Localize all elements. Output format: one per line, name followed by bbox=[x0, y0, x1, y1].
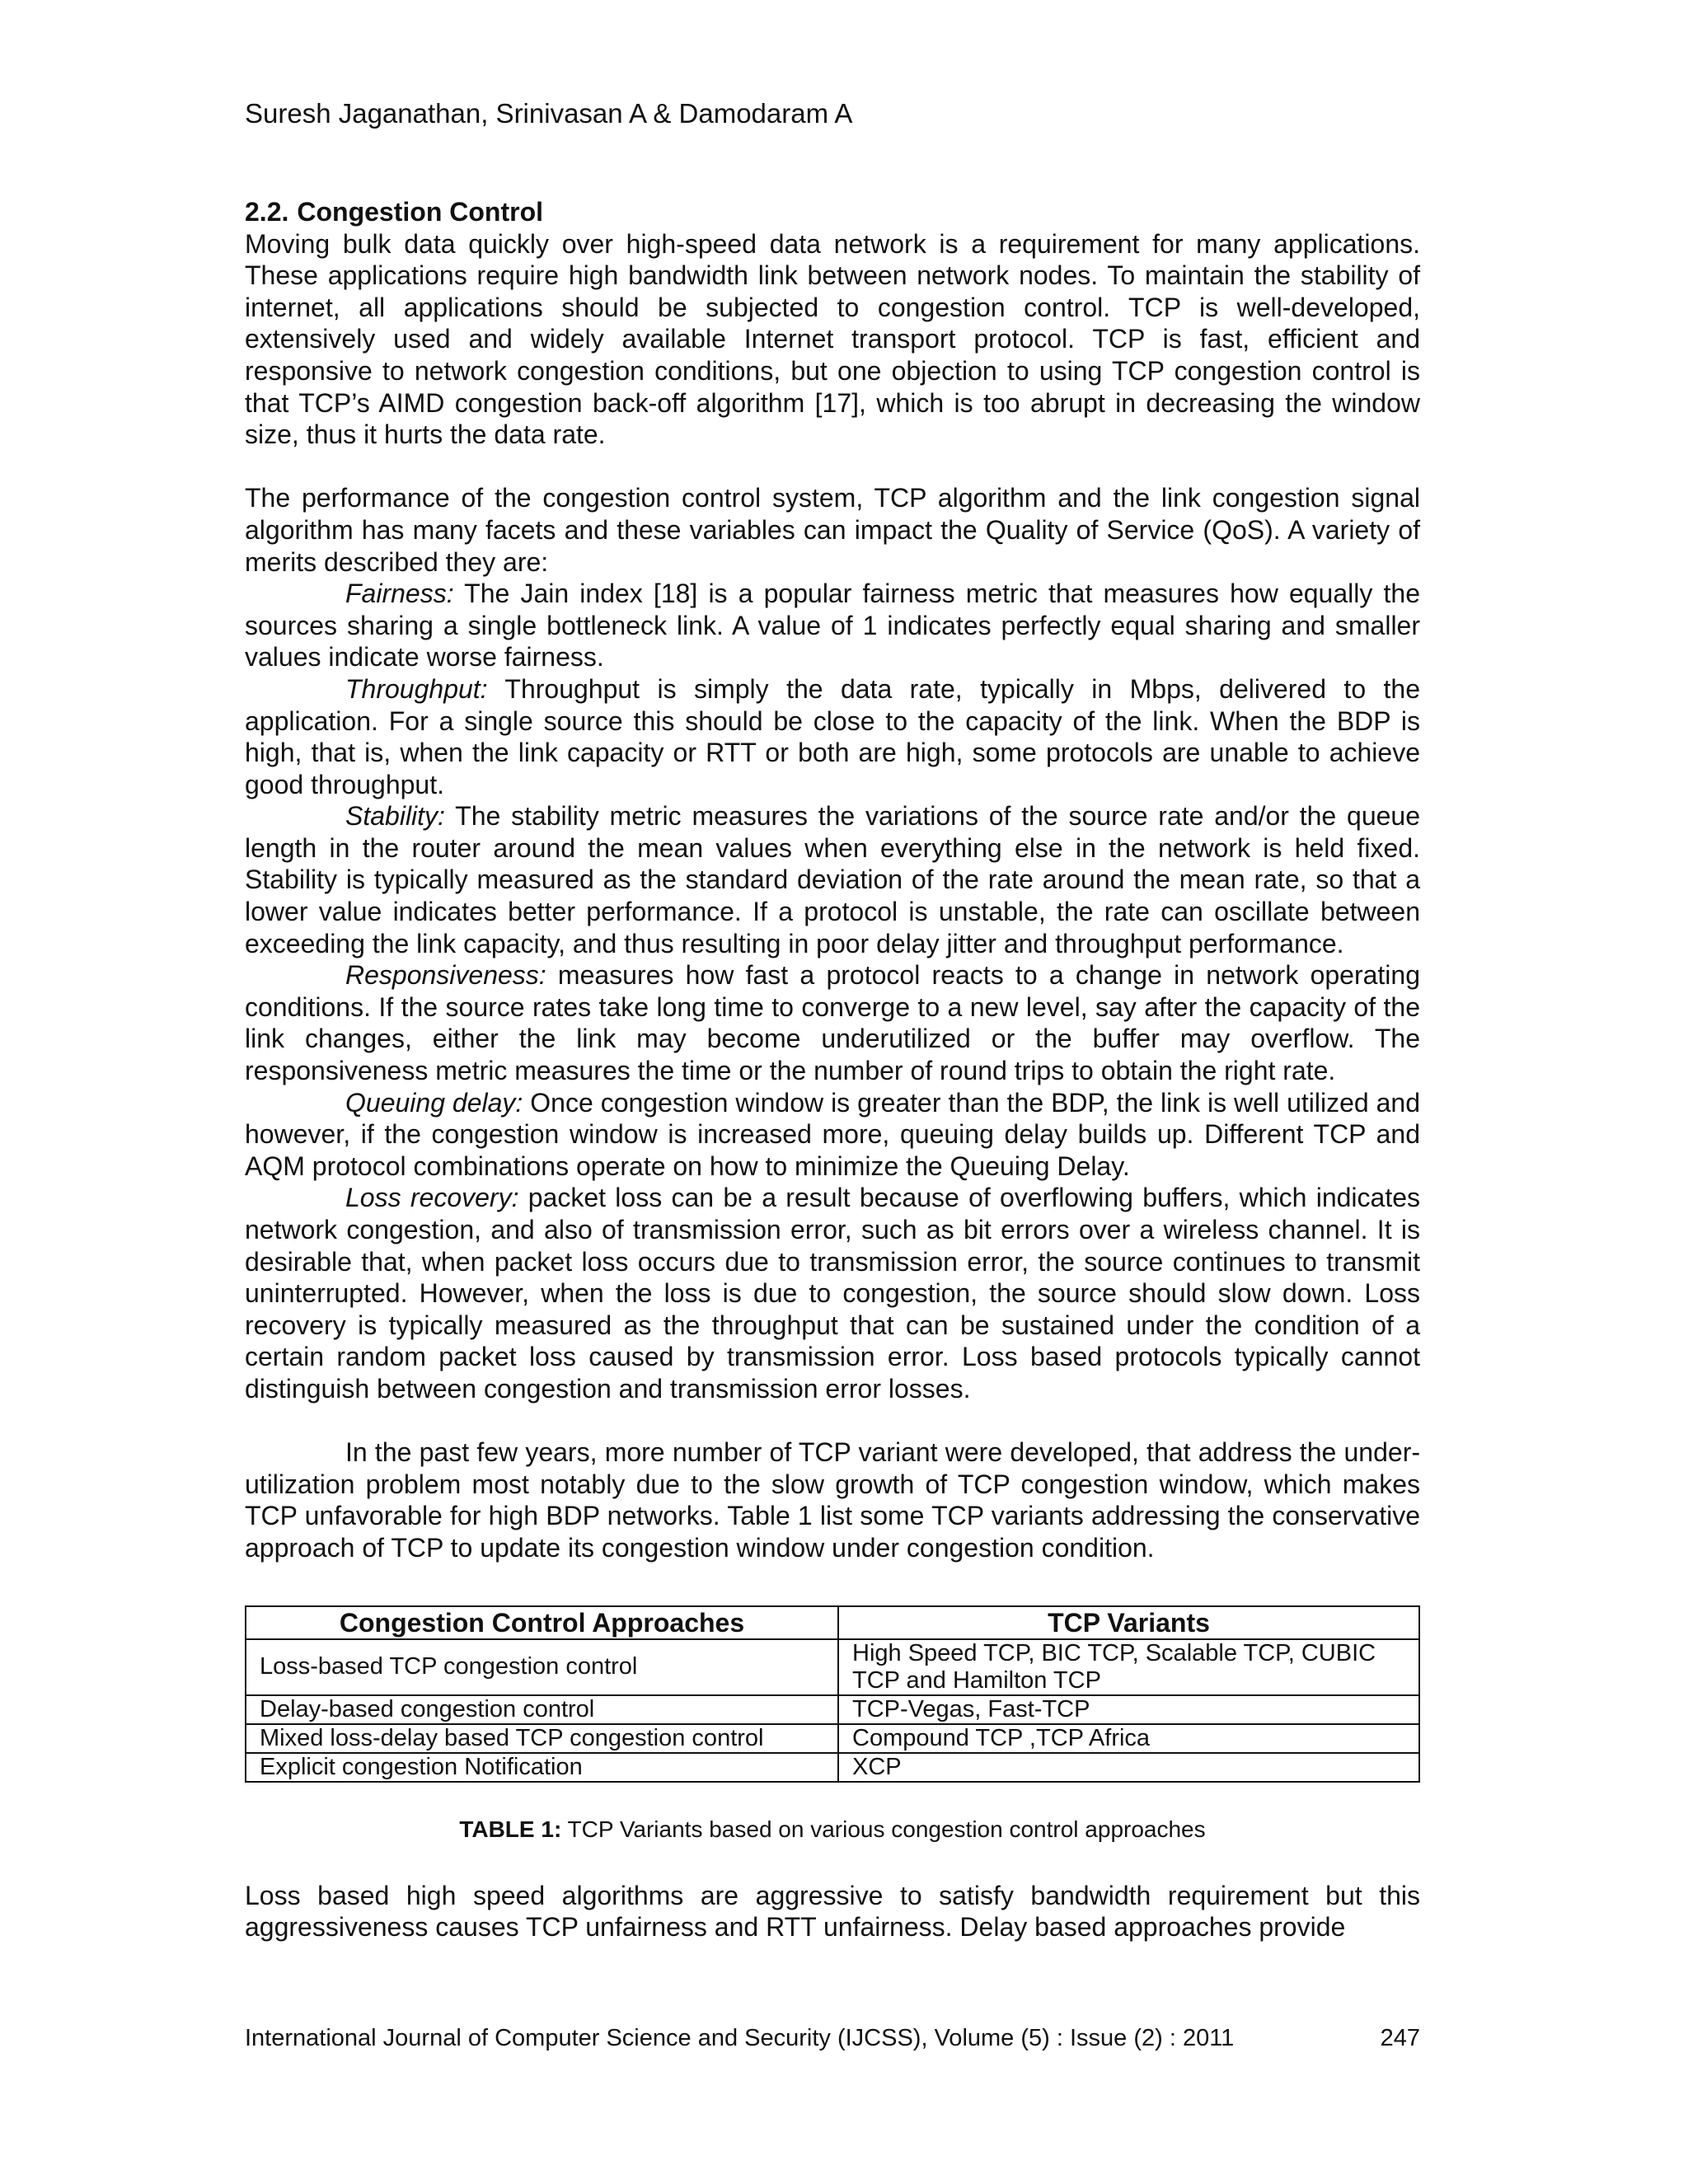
table-caption-text: TCP Variants based on various congestion control approaches bbox=[561, 1816, 1206, 1842]
table-caption-label: TABLE 1: bbox=[459, 1816, 562, 1842]
metric-term: Queuing delay: bbox=[345, 1087, 523, 1118]
paragraph-gap bbox=[245, 451, 1420, 483]
metric-text: The stability metric measures the variations of the source rate and/or the queue length in the router around the mean values when everything else in the network is held fixed. Stability is typically measured as the standard deviation of the rate around the mean rate, so that a lower value indicates better performance. If a protocol is unstable, the rate can oscillate between exceeding the link capacity, and thus resulting in poor delay jitter and throughput performance. bbox=[245, 801, 1420, 958]
metric-term: Responsiveness: bbox=[345, 960, 546, 991]
metric-term: Throughput: bbox=[345, 673, 488, 704]
table-header-row bbox=[246, 1606, 1419, 1639]
table-caption bbox=[245, 1816, 1420, 1844]
metric-text: Once congestion window is greater than the BDP, the link is well utilized and however, if the congestion window is increased more, queuing delay builds up. Different TCP and AQM protocol combinations operate on how to minimize the Queuing Delay. bbox=[245, 1087, 1421, 1181]
table-cell-variants: Compound TCP ,TCP Africa bbox=[838, 1724, 1419, 1753]
metric-stability bbox=[245, 800, 1420, 959]
page-body bbox=[245, 196, 1420, 1943]
table-header-approaches: Congestion Control Approaches bbox=[246, 1606, 838, 1639]
section-number: 2.2. bbox=[245, 197, 289, 227]
table-cell-variants: High Speed TCP, BIC TCP, Scalable TCP, CUBIC TCP and Hamilton TCP bbox=[838, 1639, 1419, 1695]
table-cell-variants: XCP bbox=[838, 1753, 1419, 1782]
metric-text: packet loss can be a result because of overflowing buffers, which indicates network congestion, and also of transmission error, such as bit errors over a wireless channel. It is desirable that, when packet loss occurs due to transmission error, the source continues to transmit uninterrupted. However, when the loss is due to congestion, the source should slow down. Loss recovery is typically measured as the throughput that can be sustained under the condition of a certain random packet loss caused by transmission error. Loss based protocols typically cannot distinguish between congestion and transmission error losses. bbox=[245, 1183, 1421, 1404]
paragraph-gap bbox=[245, 1405, 1420, 1437]
metric-term: Stability: bbox=[345, 801, 445, 832]
section-title: Congestion Control bbox=[297, 197, 543, 227]
table-cell-approach: Explicit congestion Notification bbox=[246, 1753, 838, 1782]
metric-loss-recovery bbox=[245, 1182, 1420, 1404]
metric-throughput bbox=[245, 673, 1420, 800]
metric-text: Throughput is simply the data rate, typically in Mbps, delivered to the application. For a single source this should be close to the capacity of the link. When the BDP is high, that is, when the link capacity or RTT or both are high, some protocols are unable to achieve good throughput. bbox=[245, 673, 1420, 799]
metric-text: measures how fast a protocol reacts to a change in network operating conditions. If the source rates take long time to converge to a new level, say after the capacity of the link changes, either the link may become underutilized or the buffer may overflow. The responsiveness metric measures the time or the number of round trips to obtain the right rate. bbox=[245, 960, 1420, 1086]
metric-queuing-delay bbox=[245, 1087, 1420, 1183]
paragraph-loss-based: Loss based high speed algorithms are aggressive to satisfy bandwidth requirement but this aggressiveness causes TCP unfairness and RTT unfairness. Delay based approaches provide bbox=[245, 1880, 1420, 1943]
metric-term: Loss recovery: bbox=[345, 1183, 519, 1213]
table-header-variants: TCP Variants bbox=[838, 1606, 1419, 1639]
tcp-variants-table bbox=[245, 1605, 1420, 1783]
paragraph-tcp-variants: In the past few years, more number of TCP variant were developed, that address the under-utilization problem most notably due to the slow growth of TCP congestion window, which makes TCP unfavorable for high BDP networks. Table 1 list some TCP variants addressing the conservative approach of TCP to update its congestion window under congestion condition. bbox=[245, 1437, 1420, 1563]
page-number: 247 bbox=[1380, 2025, 1420, 2051]
table-row bbox=[246, 1695, 1419, 1724]
table-row bbox=[246, 1753, 1419, 1782]
table-cell-approach: Delay-based congestion control bbox=[246, 1695, 838, 1724]
table-cell-approach: Loss-based TCP congestion control bbox=[246, 1639, 838, 1695]
table-cell-variants: TCP-Vegas, Fast-TCP bbox=[838, 1695, 1419, 1724]
section-heading bbox=[245, 196, 1420, 228]
table-cell-approach: Mixed loss-delay based TCP congestion control bbox=[246, 1724, 838, 1753]
page-footer bbox=[245, 2024, 1420, 2052]
journal-citation: International Journal of Computer Science and Security (IJCSS), Volume (5) : Issue (2) : 2011 bbox=[245, 2025, 1235, 2051]
metric-fairness bbox=[245, 578, 1420, 673]
table-row bbox=[246, 1724, 1419, 1753]
metric-responsiveness bbox=[245, 959, 1420, 1086]
paragraph-intro: Moving bulk data quickly over high-speed data network is a requirement for many applications. These applications require high bandwidth link between network nodes. To maintain the stability of internet, all applications should be subjected to congestion control. TCP is well-developed, extensively used and widely available Internet transport protocol. TCP is fast, efficient and responsive to network congestion conditions, but one objection to using TCP congestion control is that TCP’s AIMD congestion back-off algorithm [17], which is too abrupt in decreasing the window size, thus it hurts the data rate. bbox=[245, 228, 1420, 450]
metric-text: The Jain index [18] is a popular fairness metric that measures how equally the sources sharing a single bottleneck link. A value of 1 indicates perfectly equal sharing and smaller values indicate worse fairness. bbox=[245, 579, 1420, 673]
running-header: Suresh Jaganathan, Srinivasan A & Damodaram A bbox=[245, 98, 853, 129]
paragraph-performance: The performance of the congestion control system, TCP algorithm and the link congestion signal algorithm has many facets and these variables can impact the Quality of Service (QoS). A variety of merits described they are: bbox=[245, 483, 1420, 577]
table-row bbox=[246, 1639, 1419, 1695]
metric-term: Fairness: bbox=[345, 579, 454, 609]
